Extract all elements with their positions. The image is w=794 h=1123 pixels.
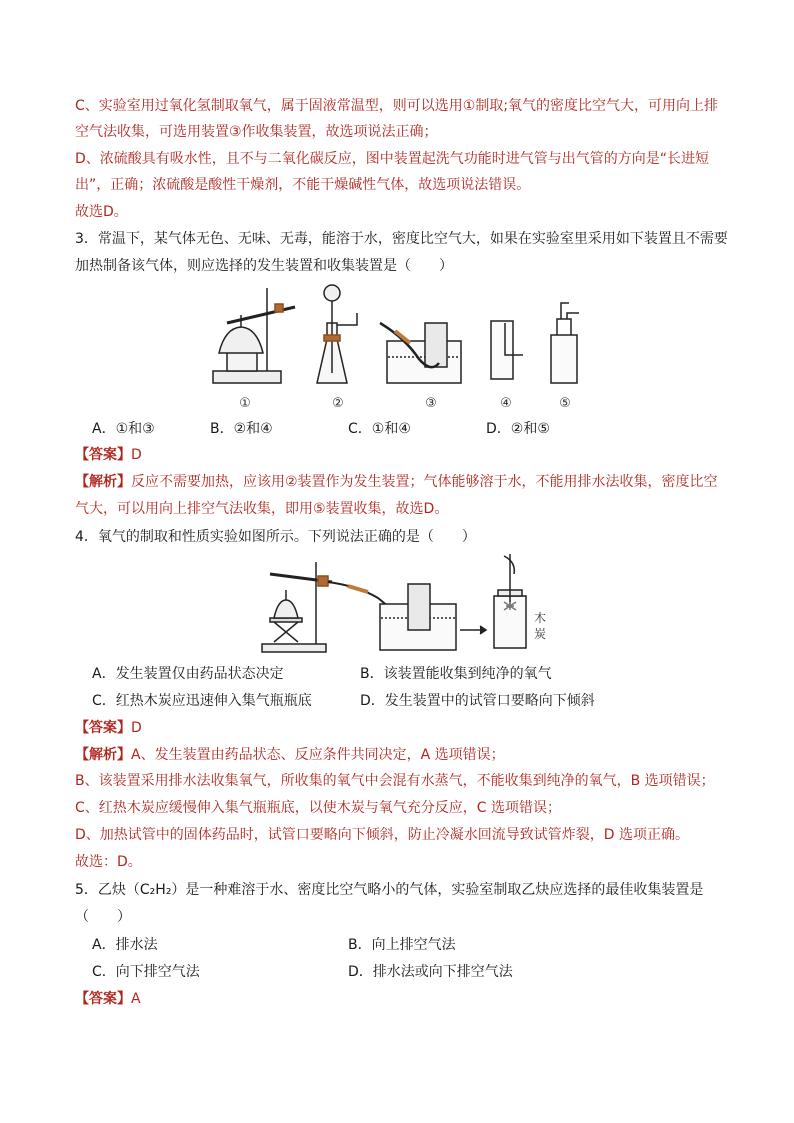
q4-oxygen-figure: [258, 552, 558, 656]
q4-analysis-b: B、该装置采用排水法收集氧气，所收集的氧气中会混有水蒸气，不能收集到纯净的氧气，B 选项错误；: [75, 773, 715, 789]
fig-label-3: ③: [425, 396, 437, 411]
q5-option-d: D．排水法或向下排空气法: [348, 964, 513, 980]
q3-analysis-line1: [75, 472, 718, 492]
answer-value: D: [131, 447, 142, 463]
q4-option-b: B．该装置能收集到纯净的氧气: [360, 666, 552, 682]
q5-option-c: C．向下排空气法: [92, 964, 200, 980]
analysis-conclusion: 故选D。: [75, 204, 128, 220]
question-3-stem-line2: 加热制备该气体，则应选择的发生装置和收集装置是（ ）: [75, 258, 453, 274]
charcoal-label-2: 炭: [534, 627, 547, 641]
q4-analysis-d: D、加热试管中的固体药品时，试管口要略向下倾斜，防止冷凝水回流导致试管炸裂，D 选项正确。: [75, 827, 690, 843]
fig-label-4: ④: [500, 396, 512, 411]
fig-label-1: ①: [239, 396, 251, 411]
charcoal-label-1: 木: [534, 611, 547, 625]
analysis-c-line1: C、实验室用过氧化氢制取氧气，属于固液常温型，则可以选用①制取;氧气的密度比空气大，可用向上排: [75, 98, 719, 114]
q4-option-c: C．红热木炭应迅速伸入集气瓶瓶底: [92, 693, 312, 709]
analysis-text: A、发生装置由药品状态、反应条件共同决定，A 选项错误；: [131, 747, 505, 763]
q4-analysis-a: [75, 745, 505, 765]
analysis-text: 反应不需要加热，应该用②装置作为发生装置；气体能够溶于水，不能用排水法收集，密度比空: [131, 474, 718, 490]
q4-analysis-c: C、红热木炭应缓慢伸入集气瓶瓶底，以使木炭与氧气充分反应，C 选项错误；: [75, 800, 561, 816]
q3-option-d: D．②和⑤: [486, 421, 550, 437]
question-3-stem-line1: 3．常温下，某气体无色、无味、无毒，能溶于水，密度比空气大，如果在实验室里采用如下装置且不需要: [75, 231, 728, 247]
analysis-d-line1: D、浓硫酸具有吸水性，且不与二氧化碳反应，图中装置起洗气功能时进气管与出气管的方向是“长进短: [75, 151, 710, 167]
analysis-tag: 【解析】: [75, 747, 131, 763]
q3-option-b: B．②和④: [210, 421, 273, 437]
q4-conclusion: 故选：D。: [75, 854, 142, 870]
q3-apparatus-figure: [205, 283, 595, 411]
question-5-stem-line1: 5．乙炔（C₂H₂）是一种难溶于水、密度比空气略小的气体，实验室制取乙炔应选择的最佳收集装置是: [75, 882, 704, 898]
fig-label-5: ⑤: [559, 396, 571, 411]
analysis-tag: 【解析】: [75, 474, 131, 490]
q3-option-a: A．①和③: [92, 421, 155, 437]
answer-tag: 【答案】: [75, 447, 131, 463]
q3-answer: [75, 445, 142, 465]
fig-label-2: ②: [332, 396, 344, 411]
question-5-stem-line2: （ ）: [75, 909, 131, 925]
answer-value: D: [131, 720, 142, 736]
q5-option-a: A．排水法: [92, 937, 158, 953]
analysis-c-line2: 空气法收集，可选用装置③作收集装置，故选项说法正确；: [75, 124, 438, 140]
analysis-d-line2: 出”，正确；浓硫酸是酸性干燥剂，不能干燥碱性气体，故选项说法错误。: [75, 177, 531, 193]
answer-value: A: [131, 991, 141, 1007]
q4-option-a: A．发生装置仅由药品状态决定: [92, 666, 284, 682]
question-4-stem: 4．氧气的制取和性质实验如图所示。下列说法正确的是（ ）: [75, 529, 476, 545]
q4-answer: [75, 718, 142, 738]
answer-tag: 【答案】: [75, 991, 131, 1007]
q3-option-c: C．①和④: [348, 421, 411, 437]
q5-option-b: B．向上排空气法: [348, 937, 456, 953]
q5-answer: [75, 989, 141, 1009]
answer-tag: 【答案】: [75, 720, 131, 736]
q3-analysis-line2: 气大，可以用向上排空气法收集，即用⑤装置收集，故选D。: [75, 501, 449, 517]
q4-option-d: D．发生装置中的试管口要略向下倾斜: [360, 693, 595, 709]
